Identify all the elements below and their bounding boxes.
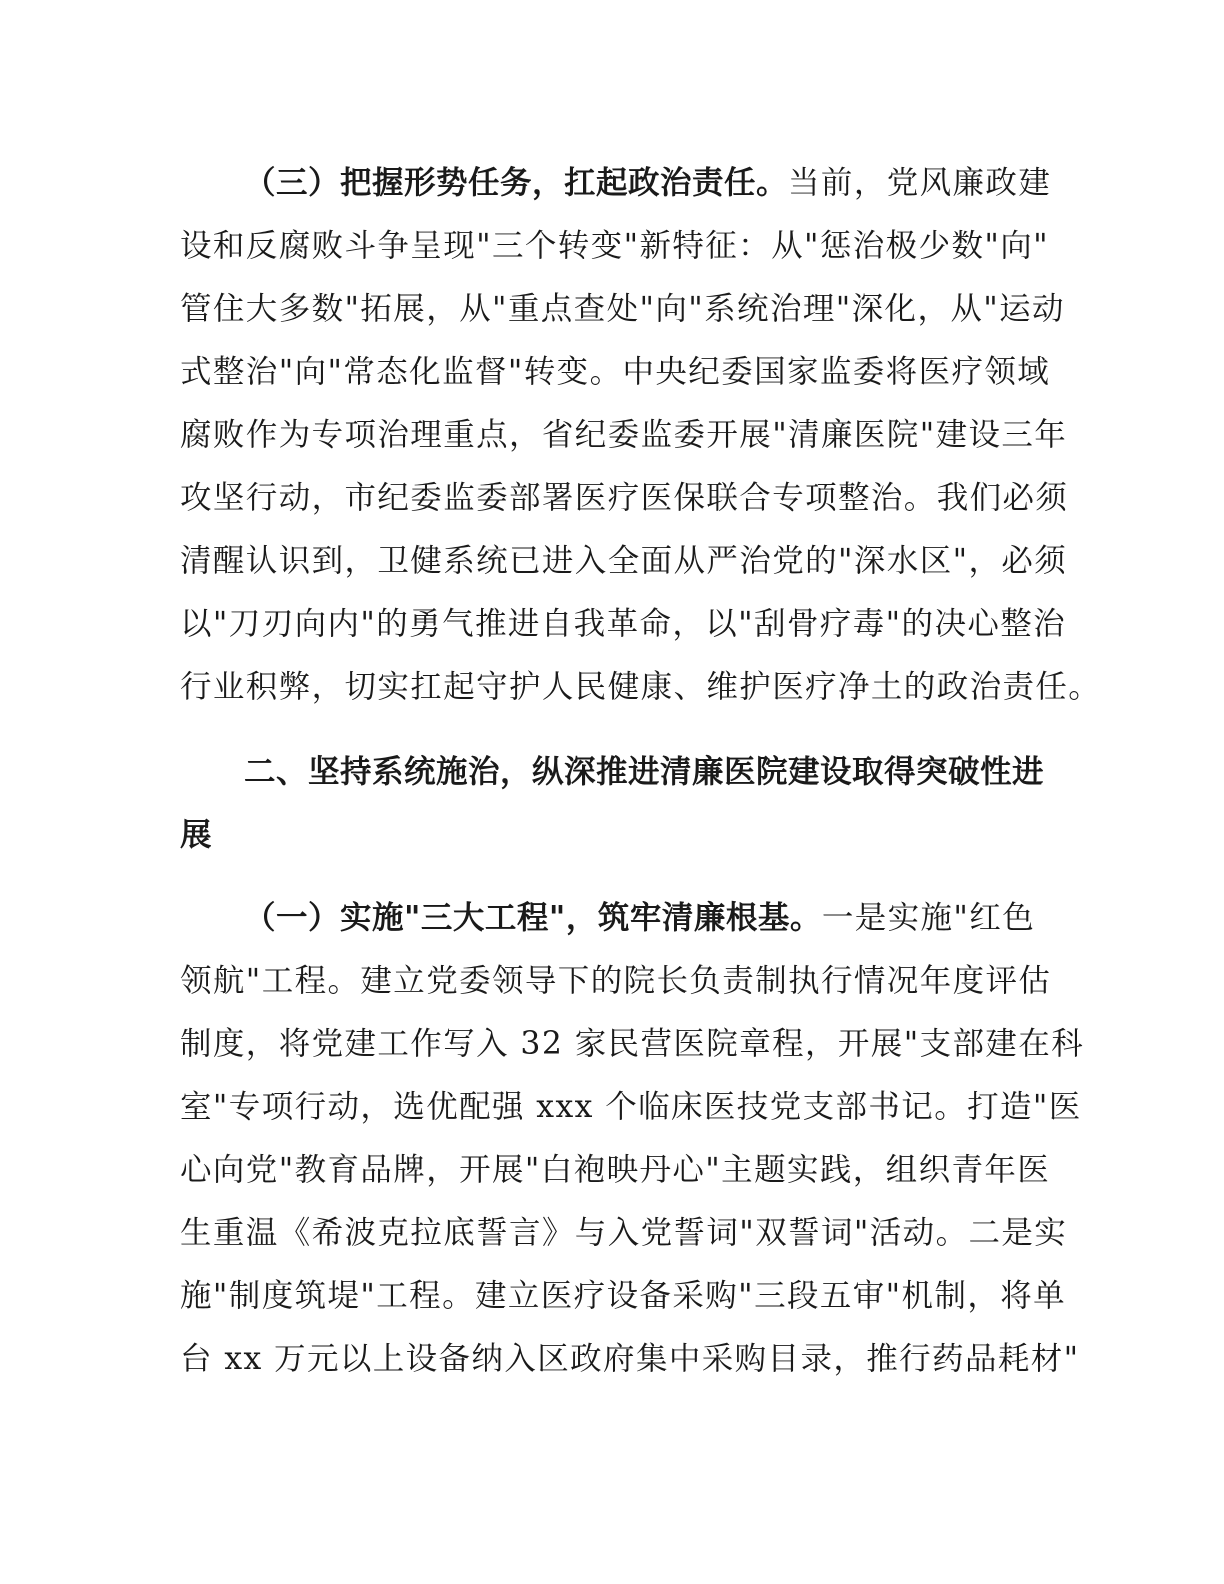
section-3-line-1 bbox=[180, 163, 1050, 203]
paragraph-line: 腐败作为专项治理重点，省纪委监委开展"清廉医院"建设三年 bbox=[180, 417, 1068, 453]
section-3-line-1-text: 当前，党风廉政建 bbox=[788, 165, 1052, 201]
paragraph-line: 生重温《希波克拉底誓言》与入党誓词"双誓词"活动。二是实 bbox=[180, 1215, 1068, 1251]
paragraph-line: 制度，将党建工作写入 32 家民营医院章程，开展"支部建在科 bbox=[180, 1026, 1085, 1062]
paragraph-line: 管住大多数"拓展，从"重点查处"向"系统治理"深化，从"运动 bbox=[180, 291, 1065, 327]
paragraph-line: 清醒认识到，卫健系统已进入全面从严治党的"深水区"，必须 bbox=[180, 543, 1068, 579]
paragraph-line: 以"刀刃向内"的勇气推进自我革命，以"刮骨疗毒"的决心整治 bbox=[180, 606, 1067, 642]
subsection-1-line-1-text: 一是实施"红色 bbox=[821, 900, 1036, 936]
paragraph-line: 室"专项行动，选优配强 xxx 个临床医技党支部书记。打造"医 bbox=[180, 1089, 1082, 1125]
paragraph-line: 式整治"向"常态化监督"转变。中央纪委国家监委将医疗领域 bbox=[180, 354, 1051, 390]
paragraph-line: 攻坚行动，市纪委监委部署医疗医保联合专项整治。我们必须 bbox=[180, 480, 1069, 516]
section-3-heading: （三）把握形势任务，扛起政治责任。 bbox=[244, 165, 789, 201]
part-2-title-line-1: 二、坚持系统施治，纵深推进清廉医院建设取得突破性进 bbox=[244, 754, 1045, 790]
subsection-1-line-1 bbox=[180, 898, 1050, 938]
paragraph-line: 施"制度筑堤"工程。建立医疗设备采购"三段五审"机制，将单 bbox=[180, 1278, 1067, 1314]
paragraph-line: 设和反腐败斗争呈现"三个转变"新特征：从"惩治极少数"向" bbox=[180, 228, 1050, 264]
paragraph-line: 行业积弊，切实扛起守护人民健康、维护医疗净土的政治责任。 bbox=[180, 669, 1102, 705]
paragraph-line: 心向党"教育品牌，开展"白袍映丹心"主题实践，组织青年医 bbox=[180, 1152, 1051, 1188]
subsection-1-heading: （一）实施"三大工程"，筑牢清廉根基。 bbox=[244, 900, 822, 936]
part-2-title-line-2: 展 bbox=[180, 817, 213, 853]
paragraph-line: 领航"工程。建立党委领导下的院长负责制执行情况年度评估 bbox=[180, 963, 1052, 999]
paragraph-line: 台 xx 万元以上设备纳入区政府集中采购目录，推行药品耗材" bbox=[180, 1341, 1080, 1377]
